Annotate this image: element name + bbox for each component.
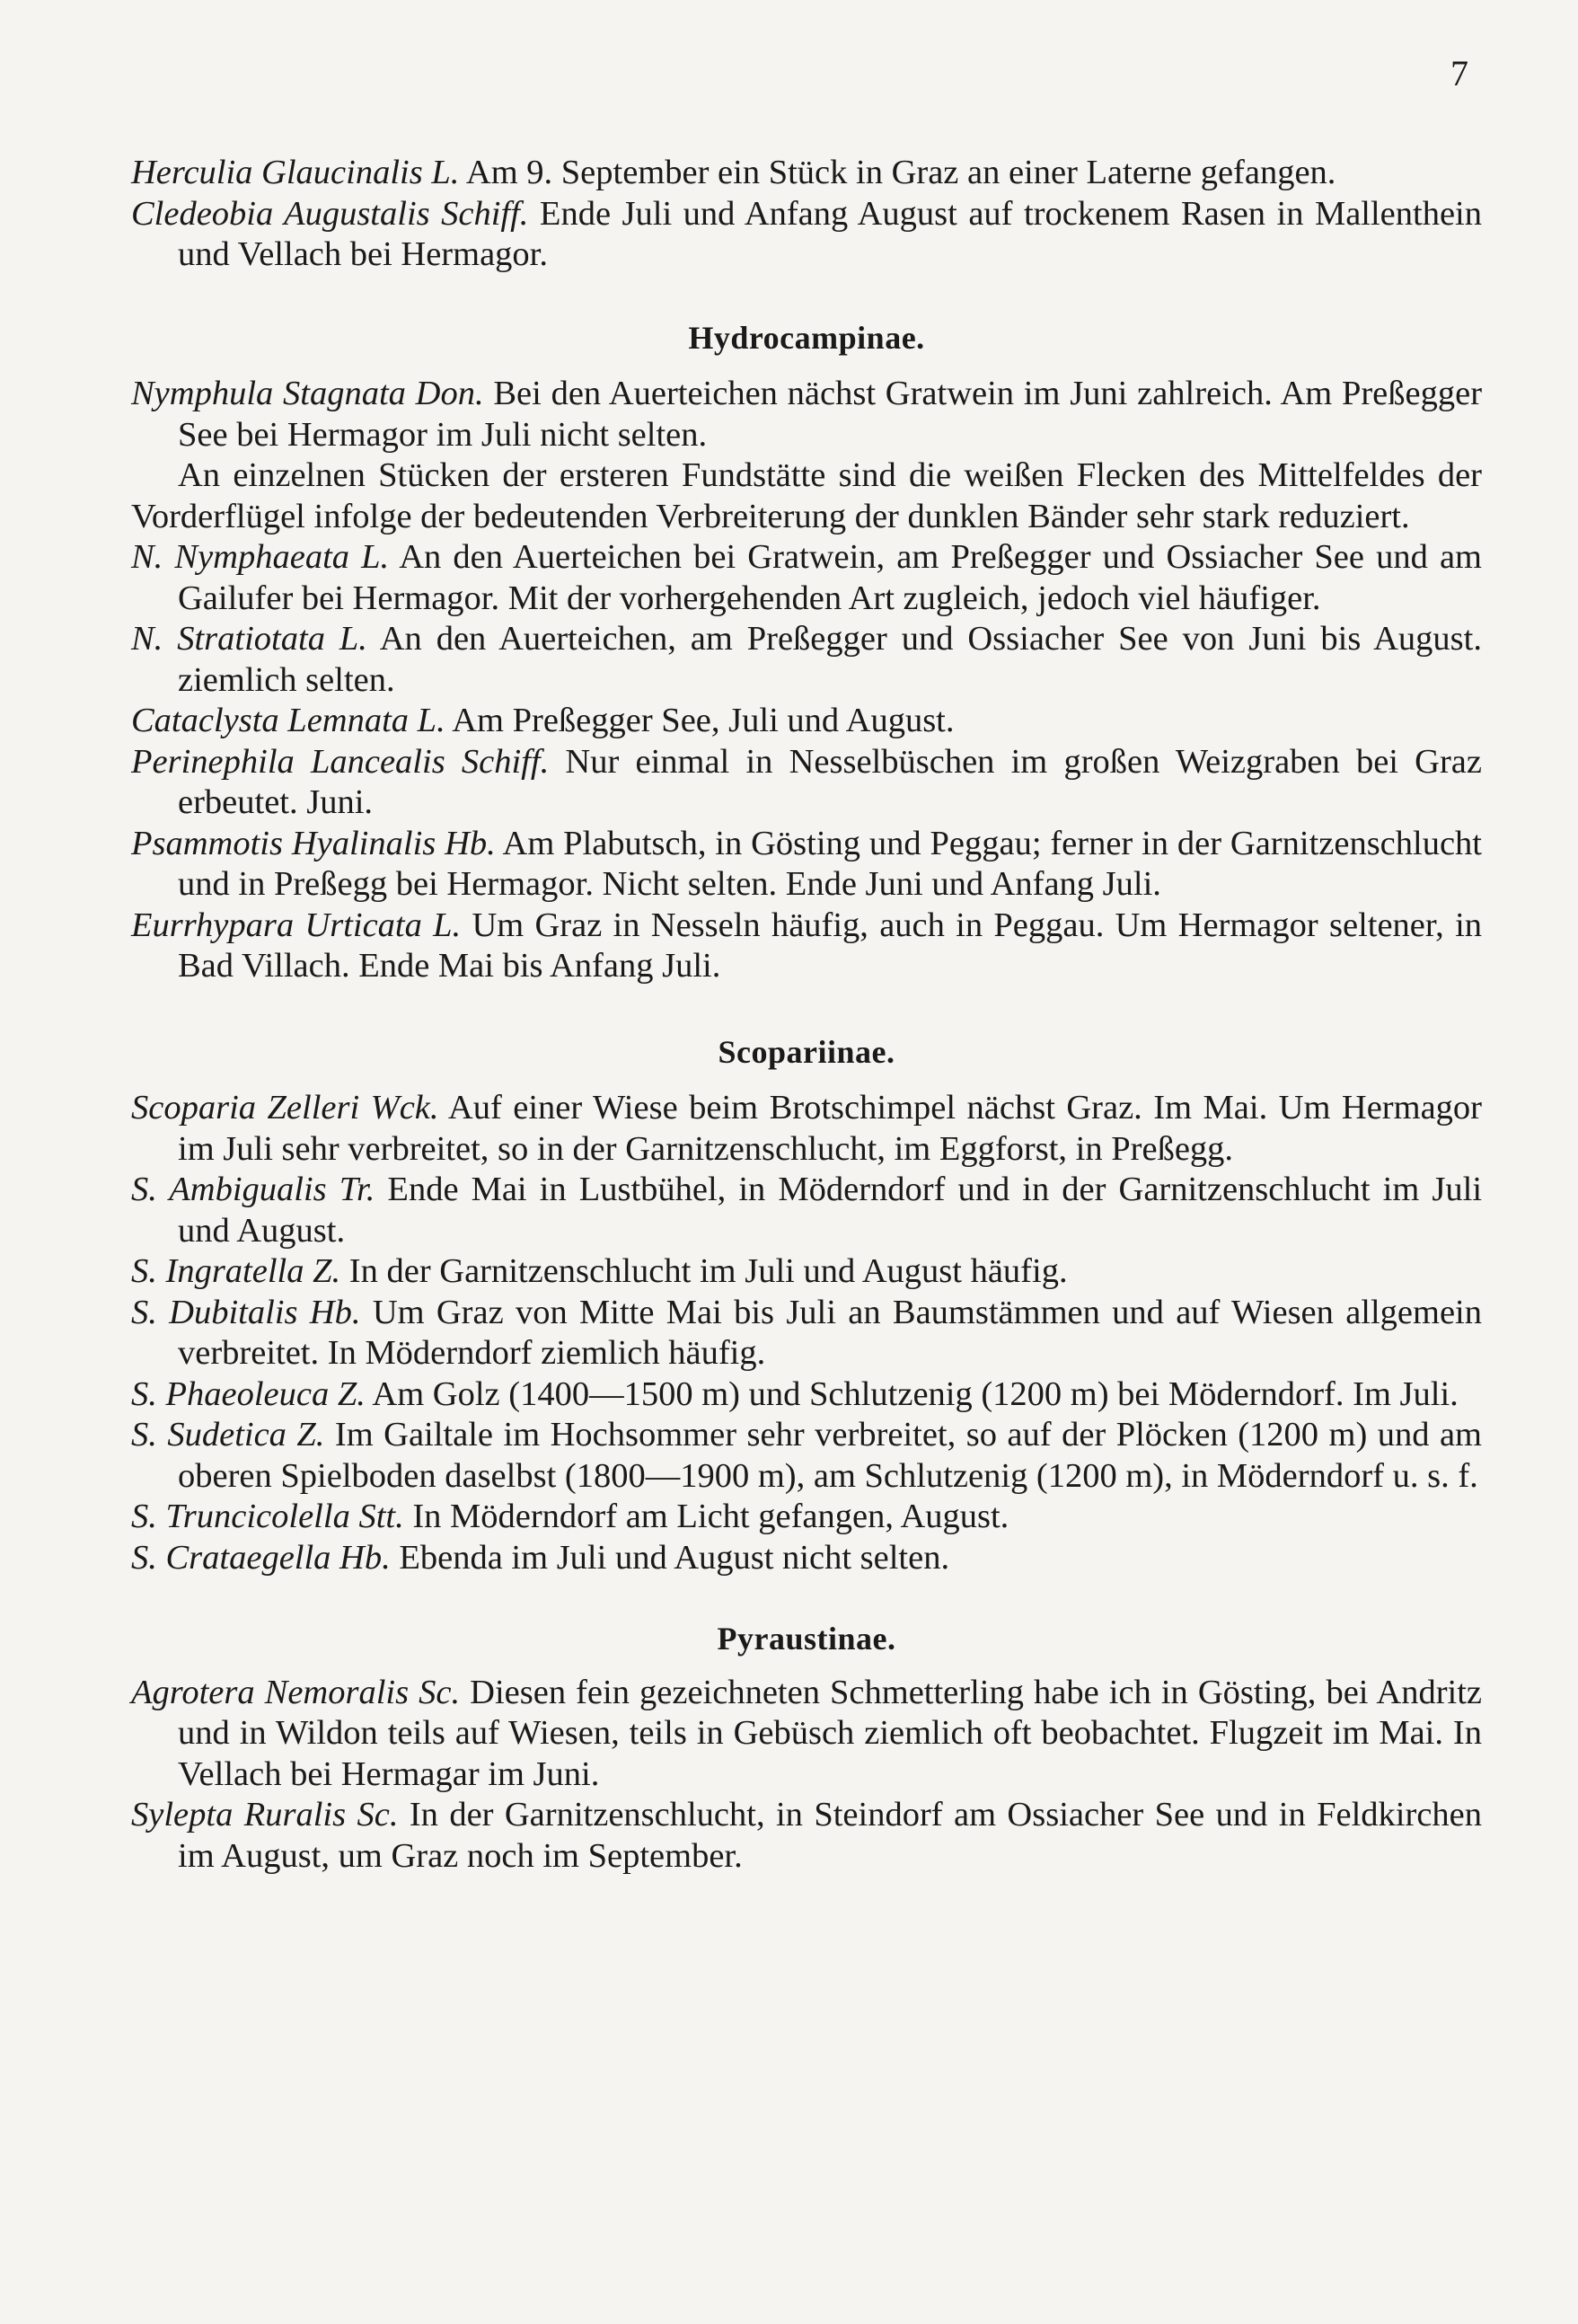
entry-text: Im Gailtale im Hochsommer sehr verbreitet, so auf der Plöcken (1200 m) und am oberen Spielboden daselbst (1800—1900 m), am Schlutzenig (1200 m), in Möderndorf u. s. f. — [178, 1416, 1483, 1495]
species-entry — [131, 153, 1482, 194]
entry-text: Ende Mai in Lustbühel, in Möderndorf und in der Garnitzenschlucht im Juli und August. — [178, 1171, 1483, 1250]
species-name: S. Crataegella Hb. — [131, 1538, 391, 1577]
species-name: S. Ingratella Z. — [131, 1252, 341, 1290]
entry-text: In Möderndorf am Licht gefangen, August. — [412, 1498, 1009, 1535]
species-entry — [131, 1795, 1482, 1877]
remark-paragraph: An einzelnen Stücken der ersteren Fundstätte sind die weißen Flecken des Mittelfeldes der Vorderflügel infolge der bedeutenden Verbreiterung der dunklen Bänder sehr stark reduziert. — [131, 456, 1482, 535]
entry-text: In der Garnitzenschlucht im Juli und August häufig. — [348, 1252, 1068, 1290]
species-entry — [131, 1293, 1482, 1374]
species-entry — [131, 194, 1482, 276]
entry-text: Ende Juli und Anfang August auf trockenem Rasen in Mallenthein und Vellach bei Hermagor. — [178, 194, 1482, 273]
species-name: S. Phaeoleuca Z. — [131, 1374, 366, 1413]
section-heading-pyraustinae: Pyraustinae. — [717, 1621, 896, 1657]
species-name: S. Ambigualis Tr. — [131, 1171, 375, 1208]
entry-text: Am Preßegger See, Juli und August. — [452, 702, 955, 739]
species-name: Cledeobia Augustalis Schiff. — [131, 194, 529, 233]
species-name: S. Sudetica Z. — [131, 1416, 325, 1454]
species-entry — [131, 824, 1482, 906]
species-entry — [131, 1088, 1482, 1170]
species-name: Cataclysta Lemnata L. — [131, 702, 445, 739]
species-name: Eurrhypara Urticata L. — [131, 906, 462, 944]
species-entry — [131, 374, 1482, 455]
species-name: Nymphula Stagnata Don. — [131, 375, 484, 412]
entry-text: Um Graz in Nesseln häufig, auch in Peggau. Um Hermagor seltener, in Bad Villach. Ende Mai bis Anfang Juli. — [178, 906, 1483, 985]
entry-text: Am 9. September ein Stück in Graz an einer Laterne gefangen. — [465, 154, 1336, 191]
species-name: Agrotera Nemoralis Sc. — [131, 1673, 461, 1711]
entry-text: Diesen fein gezeichneten Schmetterling habe ich in Gösting, bei Andritz und in Wildon teils auf Wiesen, teils in Gebüsch ziemlich oft beobachtet. Flugzeit im Mai. In Vellach bei Hermagar im Juni. — [178, 1673, 1483, 1793]
species-name: Sylepta Ruralis Sc. — [131, 1796, 399, 1834]
species-name: Herculia Glaucinalis L. — [131, 154, 460, 191]
species-entry — [131, 1538, 1482, 1579]
species-name: N. Stratiotata L. — [131, 620, 367, 658]
species-name: Perinephila Lancealis Schiff. — [131, 742, 550, 781]
species-name: N. Nymphaeata L. — [131, 538, 390, 576]
entry-text: An den Auerteichen, am Preßegger und Ossiacher See von Juni bis August. ziemlich selten. — [178, 620, 1482, 699]
species-name: S. Truncicolella Stt. — [131, 1498, 404, 1535]
species-entry — [131, 1497, 1482, 1538]
entry-text: Bei den Auerteichen nächst Gratwein im Juni zahlreich. Am Preßegger See bei Hermagor im Juli nicht selten. — [178, 375, 1483, 454]
species-entry — [131, 1170, 1482, 1251]
species-name: Scoparia Zelleri Wck. — [131, 1089, 439, 1127]
species-entry — [131, 742, 1482, 824]
entry-text: Am Golz (1400—1500 m) und Schlutzenig (1200 m) bei Möderndorf. Im Juli. — [372, 1374, 1459, 1413]
species-entry — [131, 906, 1482, 987]
species-entry — [131, 701, 1482, 742]
section-heading-scopariinae: Scopariinae. — [718, 1033, 895, 1070]
entry-text: Ebenda im Juli und August nicht selten. — [399, 1538, 950, 1577]
entry-text: Um Graz von Mitte Mai bis Juli an Baumstämmen und auf Wiesen allgemein verbreitet. In Möderndorf ziemlich häufig. — [178, 1293, 1482, 1372]
species-entry — [131, 1251, 1482, 1293]
species-entry — [131, 619, 1482, 701]
entry-text: In der Garnitzenschlucht, in Steindorf am Ossiacher See und in Feldkirchen im August, um Graz noch im September. — [178, 1796, 1482, 1875]
species-name: Psammotis Hyalinalis Hb. — [131, 824, 496, 862]
species-entry — [131, 1415, 1482, 1497]
entry-text: Nur einmal in Nesselbüschen im großen Weizgraben bei Graz erbeutet. Juni. — [178, 742, 1482, 821]
species-name: S. Dubitalis Hb. — [131, 1293, 361, 1331]
species-entry — [131, 537, 1482, 619]
entry-text: Auf einer Wiese beim Brotschimpel nächst Graz. Im Mai. Um Hermagor im Juli sehr verbreitet, so in der Garnitzenschlucht, im Eggforst, in Preßegg. — [178, 1089, 1482, 1168]
section-heading-hydrocampinae: Hydrocampinae. — [688, 319, 925, 356]
species-entry — [131, 1673, 1482, 1796]
page-number: 7 — [1450, 53, 1468, 93]
entry-text: Am Plabutsch, in Gösting und Peggau; ferner in der Garnitzenschlucht und in Preßegg bei Hermagor. Nicht selten. Ende Juni und Anfang Juli. — [178, 824, 1482, 903]
entry-text: An den Auerteichen bei Gratwein, am Preßegger und Ossiacher See und am Gailufer bei Hermagor. Mit der vorhergehenden Art zugleich, jedoch viel häufiger. — [178, 538, 1482, 617]
page-body — [131, 153, 1482, 1877]
species-entry — [131, 1374, 1482, 1416]
